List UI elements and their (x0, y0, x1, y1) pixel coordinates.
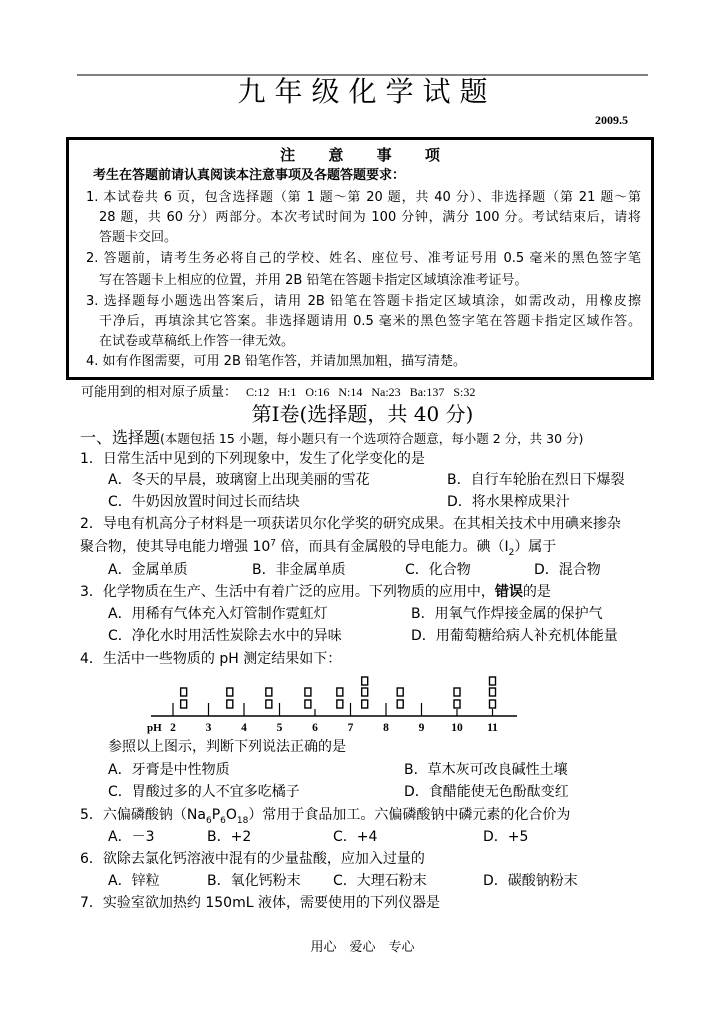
ph-substance-marker (305, 688, 311, 696)
atomic-mass: Na:23 (371, 385, 401, 399)
atomic-mass: S:32 (453, 385, 476, 399)
atomic-mass: N:14 (338, 385, 363, 399)
q2-stem-line-1: 2．导电有机高分子材料是一项获诺贝尔化学奖的研究成果。在其相关技术中用碘来掺杂 (80, 516, 621, 532)
q2-option-a: A．金属单质 (108, 562, 188, 578)
ph-substance-marker (337, 700, 343, 708)
ph-substance-marker (397, 688, 403, 696)
ph-substance-marker (362, 677, 368, 685)
q2-option-c: C．化合物 (405, 562, 471, 578)
q5-option-b: B．+2 (207, 829, 252, 845)
ph-tick-label: 5 (276, 722, 283, 734)
q5-subscript: 6 (220, 815, 226, 826)
ph-scale-figure (140, 670, 530, 740)
ph-substance-marker (454, 700, 460, 708)
ph-substance-marker (362, 688, 368, 696)
notice-item-3-line-3: 在试卷或草稿纸上作答一律无效。 (99, 334, 295, 349)
atomic-masses (81, 383, 475, 402)
ph-substance-marker (362, 700, 368, 708)
q3-option-a: A．用稀有气体充入灯管制作霓虹灯 (108, 606, 328, 622)
ph-substance-marker (490, 677, 496, 685)
q2-option-b: B．非金属单质 (252, 562, 346, 578)
q5-option-d: D．+5 (483, 829, 529, 845)
ph-tick-label: 2 (170, 722, 176, 734)
q6-option-b: B．氧化钙粉末 (207, 873, 301, 889)
q3-stem-text: 的是 (522, 584, 551, 600)
atomic-mass: Ba:137 (409, 385, 445, 399)
ph-axis-label: pH (147, 722, 162, 734)
q1-option-a: A．冬天的早晨，玻璃窗上出现美丽的雪花 (108, 472, 370, 488)
ph-substance-marker (266, 700, 272, 708)
ph-substance-marker (227, 688, 233, 696)
q5-stem-text: ）常用于食品加工。六偏磷酸钠中磷元素的化合价为 (248, 807, 571, 823)
ph-tick-label: 8 (383, 722, 389, 734)
ph-tick-label: 9 (418, 722, 425, 734)
ph-substance-marker (337, 688, 343, 696)
notice-intro: 考生在答题前请认真阅读本注意事项及各题答题要求： (93, 168, 406, 183)
q4-option-d: D．食醋能使无色酚酞变红 (404, 784, 569, 800)
q3-stem-text: 3．化学物质在生产、生活中有着广泛的应用。下列物质的应用中， (80, 584, 495, 600)
notice-item-1-line-2: 28 题，共 60 分）两部分。本次考试时间为 100 分钟，满分 100 分。考试结束后，请将 (99, 210, 641, 225)
q2-option-d: D．混合物 (534, 562, 601, 578)
q1-option-c: C．牛奶因放置时间过长而结块 (108, 494, 300, 510)
q5-stem (80, 806, 570, 824)
q2-stem-text: ）属于 (514, 539, 557, 555)
q2-stem-text: 聚合物，使其导电能力增强 10 (80, 539, 271, 555)
notice-item-1-line-3: 答题卡交回。 (99, 230, 178, 245)
atomic-mass: H:1 (278, 385, 297, 399)
ph-tick-label: 7 (347, 722, 354, 734)
q4-option-c: C．胃酸过多的人不宜多吃橘子 (108, 784, 300, 800)
q2-exponent: 7 (270, 538, 276, 549)
q2-subscript: 2 (508, 547, 515, 558)
q1-option-b: B．自行车轮胎在烈日下爆裂 (447, 472, 625, 488)
section-title: 一、选择题 (80, 428, 161, 447)
ph-tick-label: 10 (451, 722, 463, 734)
q5-subscript: 6 (205, 815, 212, 826)
page-title: 九年级化学试题 (237, 75, 497, 108)
q7-stem: 7．实验室欲加热约 150mL 液体，需要使用的下列仪器是 (80, 895, 440, 911)
notice-item-1-line-1: 1. 本试卷共 6 页，包含选择题（第 1 题～第 20 题，共 40 分）、非选择题（第 21 题～第 (86, 190, 641, 205)
ph-substance-marker (397, 700, 403, 708)
notice-item-2-line-1: 2. 答题前，请考生务必将自己的学校、姓名、座位号、准考证号用 0.5 毫米的黑色签字笔 (86, 251, 641, 266)
section-note: (本题包括 15 小题，每小题只有一个选项符合题意，每小题 2 分，共 30 分) (160, 431, 584, 446)
q1-stem: 1．日常生活中见到的下列现象中，发生了化学变化的是 (80, 451, 425, 467)
atomic-masses-label: 可能用到的相对原子质量： (81, 385, 238, 400)
q4-option-a: A．牙膏是中性物质 (108, 762, 230, 778)
q5-option-a: A．－3 (108, 829, 155, 845)
q6-stem: 6．欲除去氯化钙溶液中混有的少量盐酸，应加入过量的 (80, 851, 425, 867)
part-heading: 第I卷(选择题，共 40 分) (251, 402, 474, 426)
q2-stem-line-2 (80, 538, 556, 556)
q3-stem-emphasis: 错误 (494, 584, 523, 600)
ph-substance-marker (490, 688, 496, 696)
q3-option-b: B．用氧气作焊接金属的保护气 (411, 606, 603, 622)
q4-stem: 4．生活中一些物质的 pH 测定结果如下： (80, 651, 342, 667)
ph-substance-marker (181, 688, 187, 696)
q1-option-d: D．将水果榨成果汁 (447, 494, 570, 510)
q2-stem-text: 倍，而具有金属般的导电能力。碘（I (276, 539, 509, 555)
q6-option-d: D．碳酸钠粉末 (483, 873, 578, 889)
ph-tick-label: 3 (205, 722, 212, 734)
ph-substance-marker (305, 700, 311, 708)
ph-tick-label: 6 (312, 722, 318, 734)
q6-option-c: C．大理石粉末 (333, 873, 427, 889)
ph-substance-marker (266, 688, 272, 696)
q3-stem (80, 583, 551, 601)
notice-item-4-line-1: 4. 如有作图需要，可用 2B 铅笔作答，并请加黑加粗，描写清楚。 (86, 354, 466, 369)
q3-option-c: C．净化水时用活性炭除去水中的异味 (108, 628, 342, 644)
q4-prompt: 参照以上图示，判断下列说法正确的是 (108, 739, 346, 755)
q3-option-d: D．用葡萄糖给病人补充机体能量 (411, 628, 618, 644)
q6-option-a: A．锌粒 (108, 873, 160, 889)
notice-item-2-line-2: 写在答题卡上相应的位置，并用 2B 铅笔在答题卡指定区域填涂准考证号。 (99, 273, 528, 288)
section-heading (80, 428, 583, 449)
ph-substance-marker (181, 700, 187, 708)
ph-substance-marker (454, 688, 460, 696)
ph-tick-label: 4 (241, 722, 247, 734)
q4-option-b: B．草木灰可改良碱性土壤 (404, 762, 568, 778)
q5-option-c: C．+4 (333, 829, 378, 845)
notice-item-3-line-2: 干净后，再填涂其它答案。非选择题请用 0.5 毫米的黑色签字笔在答题卡指定区域作答。 (99, 314, 641, 329)
atomic-mass: C:12 (246, 385, 270, 399)
q5-stem-text: 5．六偏磷酸钠（Na (80, 807, 206, 823)
page-footer: 用心 爱心 专心 (310, 940, 415, 955)
atomic-mass: O:16 (305, 385, 330, 399)
ph-tick-label: 11 (487, 722, 498, 734)
notice-item-3-line-1: 3. 选择题每小题选出答案后，请用 2B 铅笔在答题卡指定区域填涂，如需改动，用橡皮擦 (86, 294, 641, 309)
q5-stem-text: P (211, 807, 221, 823)
ph-substance-marker (227, 700, 233, 708)
notice-title: 注 意 事 项 (280, 146, 454, 164)
q5-subscript: 18 (236, 815, 249, 826)
ph-substance-marker (490, 700, 496, 708)
exam-date: 2009.5 (595, 113, 628, 127)
notice-box (66, 137, 654, 380)
q5-stem-text: O (225, 807, 237, 823)
